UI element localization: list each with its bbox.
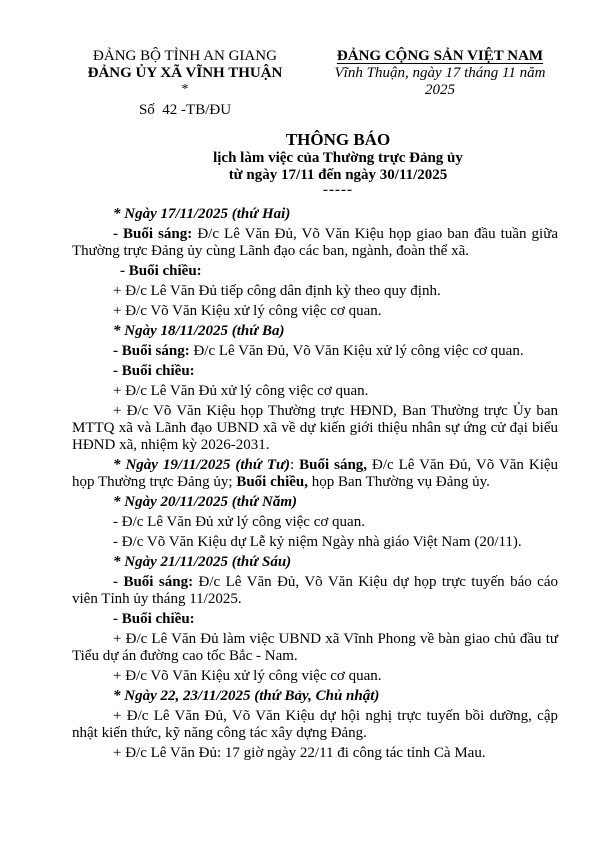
- text-run: * Ngày 20/11/2025 (thứ Năm): [113, 494, 297, 510]
- paragraph-17: [72, 611, 558, 628]
- paragraph-5: [72, 303, 558, 320]
- text-run: * Ngày 17/11/2025 (thứ Hai): [113, 206, 291, 222]
- text-run: * Ngày 21/11/2025 (thứ Sáu): [113, 554, 292, 570]
- text-run: + Đ/c Võ Văn Kiệu họp Thường trực HĐND, Ban Thường trực Ủy ban MTTQ xã và Lãnh đạo UBND xã về dự kiến giới thiệu nhân sự ứng cử đại biểu HĐND xã, nhiệm kỳ 2026-2031.: [72, 403, 558, 453]
- text-run: Đ/c Lê Văn Đủ, Võ Văn Kiệu xử lý công việc cơ quan.: [193, 343, 524, 359]
- place-and-date-line: Vĩnh Thuận, ngày 17 tháng 11 năm 2025: [334, 65, 546, 98]
- document-subtitle-2: từ ngày 17/11 đến ngày 30/11/2025: [228, 167, 448, 183]
- national-header-block: [320, 48, 560, 119]
- paragraph-8: [72, 363, 558, 380]
- paragraph-3: [72, 263, 558, 280]
- text-run: + Đ/c Lê Văn Đủ tiếp công dân định kỳ theo quy định.: [113, 283, 441, 299]
- paragraph-22: [72, 745, 558, 762]
- paragraph-12: [72, 494, 558, 511]
- text-run: - Buổi sáng:: [113, 226, 198, 242]
- text-run: - Đ/c Võ Văn Kiệu dự Lễ kỷ niệm Ngày nhà giáo Việt Nam (20/11).: [113, 534, 522, 550]
- text-run: + Đ/c Lê Văn Đủ, Võ Văn Kiệu dự hội nghị trực tuyến bồi dưỡng, cập nhật kiến thức, kỹ năng công tác xây dựng Đảng.: [72, 708, 558, 741]
- text-run: Buổi sáng,: [299, 457, 368, 473]
- paragraph-9: [72, 383, 558, 400]
- text-run: - Buổi chiều:: [120, 263, 202, 279]
- paragraph-13: [72, 514, 558, 531]
- title-divider: -----: [323, 182, 353, 198]
- org-parent-name: ĐẢNG BỘ TỈNH AN GIANG: [93, 48, 277, 64]
- text-run: - Buổi sáng:: [113, 343, 194, 359]
- paragraph-20: [72, 688, 558, 705]
- text-run: :: [290, 457, 300, 473]
- text-run: Đ/c Lê Văn Đủ, Võ Văn Kiệu họp Thường trực Đảng ủy;: [72, 457, 559, 490]
- text-run: - Buổi sáng:: [113, 574, 199, 590]
- paragraph-19: [72, 668, 558, 685]
- text-run: - Đ/c Lê Văn Đủ xử lý công việc cơ quan.: [113, 514, 365, 530]
- text-run: Đ/c Lê Văn Đủ, Võ Văn Kiệu dự họp trực tuyến báo cáo viên Tỉnh ủy tháng 11/2025.: [72, 574, 558, 607]
- paragraph-18: [72, 631, 558, 665]
- text-run: * Ngày 19/11/2025 (thứ Tư): [113, 457, 290, 473]
- text-run: + Đ/c Võ Văn Kiệu xử lý công việc cơ quan.: [113, 668, 382, 684]
- paragraph-7: [72, 343, 558, 360]
- text-run: + Đ/c Lê Văn Đủ xử lý công việc cơ quan.: [113, 383, 369, 399]
- text-run: * Ngày 22, 23/11/2025 (thứ Bảy, Chủ nhật): [113, 688, 380, 704]
- paragraph-10: [72, 403, 558, 454]
- document-title: THÔNG BÁO: [285, 130, 391, 149]
- paragraph-16: [72, 574, 558, 608]
- paragraph-11: [72, 457, 558, 491]
- text-run: - Buổi chiều:: [113, 363, 195, 379]
- document-body: [72, 206, 558, 762]
- document-header: [0, 0, 600, 119]
- paragraph-6: [72, 323, 558, 340]
- paragraph-2: [72, 226, 558, 260]
- paragraph-1: [72, 206, 558, 223]
- text-run: Buổi chiều,: [236, 474, 308, 490]
- paragraph-15: [72, 554, 558, 571]
- text-run: họp Ban Thường vụ Đảng ủy.: [308, 474, 490, 490]
- issuing-org-block: [55, 48, 315, 119]
- paragraph-21: [72, 708, 558, 742]
- text-run: Đ/c Lê Văn Đủ, Võ Văn Kiệu họp giao ban đầu tuần giữa Thường trực Đảng ủy cùng Lãnh đạo các ban, ngành, đoàn thể xã.: [72, 226, 559, 259]
- text-run: - Buổi chiều:: [113, 611, 195, 627]
- org-name: ĐẢNG ỦY XÃ VĨNH THUẬN: [87, 65, 283, 81]
- paragraph-4: [72, 283, 558, 300]
- text-run: + Đ/c Võ Văn Kiệu xử lý công việc cơ quan.: [113, 303, 382, 319]
- party-name-line: ĐẢNG CỘNG SẢN VIỆT NAM: [336, 48, 544, 64]
- text-run: + Đ/c Lê Văn Đủ làm việc UBND xã Vĩnh Phong về bàn giao chủ đầu tư Tiểu dự án đường cao tốc Bắc - Nam.: [72, 631, 558, 664]
- text-run: * Ngày 18/11/2025 (thứ Ba): [113, 323, 285, 339]
- star-separator: *: [181, 82, 189, 97]
- text-run: + Đ/c Lê Văn Đủ: 17 giờ ngày 22/11 đi công tác tỉnh Cà Mau.: [113, 745, 486, 761]
- document-number: Số 42 -TB/ĐU: [138, 102, 232, 118]
- document-subtitle-1: lịch làm việc của Thường trực Đảng ủy: [213, 150, 463, 166]
- title-block: [95, 129, 581, 197]
- paragraph-14: [72, 534, 558, 551]
